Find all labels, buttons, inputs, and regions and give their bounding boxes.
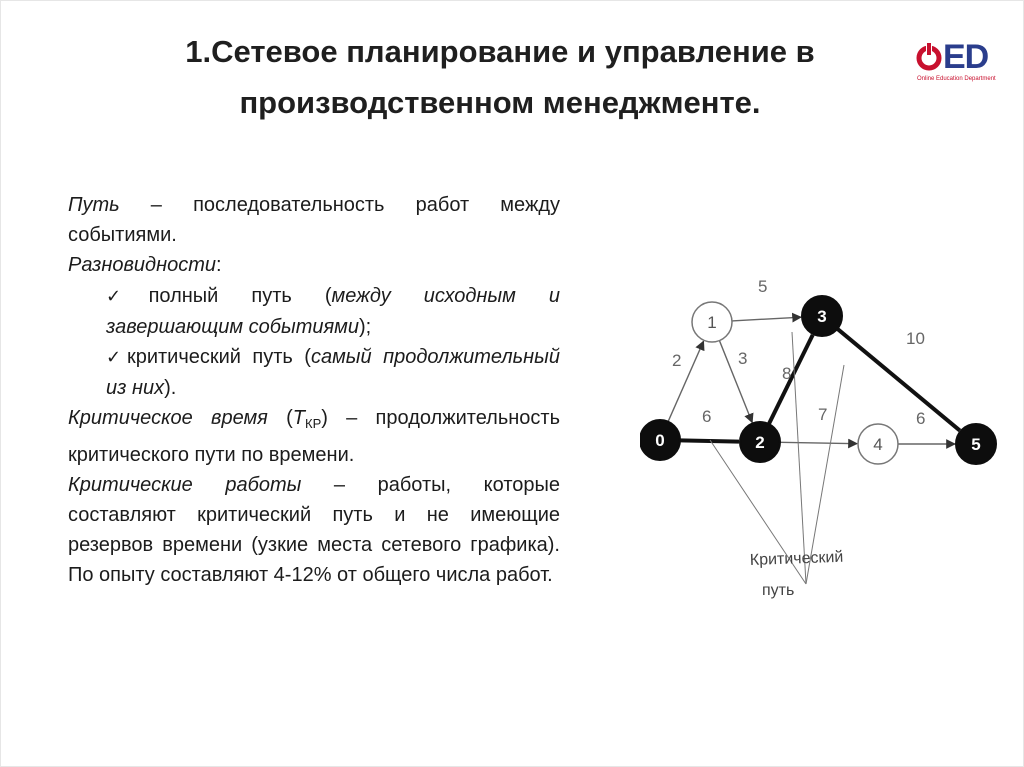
slide-title <box>95 26 905 128</box>
edge-weight-4-5: 6 <box>916 409 926 428</box>
edge-weight-1-3: 5 <box>758 277 768 296</box>
kinds-colon: : <box>215 254 222 277</box>
node-label-1: 1 <box>707 313 717 332</box>
critical-time-subscript: КР <box>305 416 322 432</box>
paragraph-kinds <box>68 250 560 280</box>
critical-works-definition: – работы, которые составляют критический путь и не имеющие резервов времени (узкие места сетевого графика). По опыту составляют 4-12% от общего числа работ. <box>68 473 560 587</box>
edge-weight-1-2: 3 <box>738 349 748 368</box>
edge-weights-layer <box>672 277 925 428</box>
path-definition: – последовательность работ между событиями. <box>68 194 560 247</box>
critical-path-callout <box>710 332 844 599</box>
title-line-2: производственном менеджменте. <box>239 85 761 120</box>
term-critical-time: Критическое время <box>68 407 268 430</box>
logo-tagline: Online Education Department <box>917 76 996 82</box>
node-label-3: 3 <box>817 307 827 326</box>
bullet-critical-plain: критический путь ( <box>126 346 311 369</box>
paragraph-critical-works <box>68 470 560 591</box>
bullet-full-path <box>68 281 560 342</box>
bullet-full-italic: между исходным и завершающим событиями <box>106 284 560 338</box>
node-label-4: 4 <box>873 435 883 454</box>
edge-weight-3-5: 10 <box>906 329 925 348</box>
edge-0-2 <box>680 440 739 441</box>
bullet-critical-path <box>68 342 560 403</box>
callout-label-line-2: путь <box>762 582 795 599</box>
network-diagram <box>640 262 1012 622</box>
edge-weight-0-1: 2 <box>672 351 682 370</box>
power-o-icon <box>916 41 942 73</box>
bullet-full-tail: ); <box>359 315 372 338</box>
logo-text: ED <box>943 38 989 76</box>
node-label-2: 2 <box>755 433 765 452</box>
critical-time-open: ( <box>267 407 293 430</box>
node-label-0: 0 <box>655 431 665 450</box>
bullet-critical-tail: ). <box>164 377 177 400</box>
callout-pointer-line <box>792 332 806 584</box>
callout-label-line-1: Критический <box>749 548 844 569</box>
critical-time-definition: ) – продолжительность критического пути по времени. <box>68 407 561 466</box>
term-critical-works: Критические работы <box>68 473 302 496</box>
checkmark-icon: ✓ <box>106 347 127 369</box>
term-path: Путь <box>68 194 120 216</box>
paragraph-critical-time <box>68 403 560 469</box>
bullet-critical-italic: самый продолжительный из них <box>106 346 560 400</box>
node-label-5: 5 <box>971 435 981 454</box>
edge-weight-0-2: 6 <box>702 407 712 426</box>
title-line-1: 1.Сетевое планирование и управление в <box>185 34 815 69</box>
checkmark-icon: ✓ <box>106 285 149 307</box>
edge-weight-2-3: 8 <box>782 364 792 383</box>
paragraph-path <box>68 190 560 250</box>
critical-time-symbol: T <box>292 407 306 430</box>
edge-3-5 <box>837 329 959 431</box>
term-kinds: Разновидности <box>68 254 216 277</box>
edge-weight-2-4: 7 <box>818 405 828 424</box>
bullet-full-plain: полный путь ( <box>148 284 332 307</box>
edge-1-3 <box>732 317 801 321</box>
edge-2-4 <box>780 442 857 443</box>
definitions-text <box>68 190 560 591</box>
oed-logo <box>916 38 1006 88</box>
